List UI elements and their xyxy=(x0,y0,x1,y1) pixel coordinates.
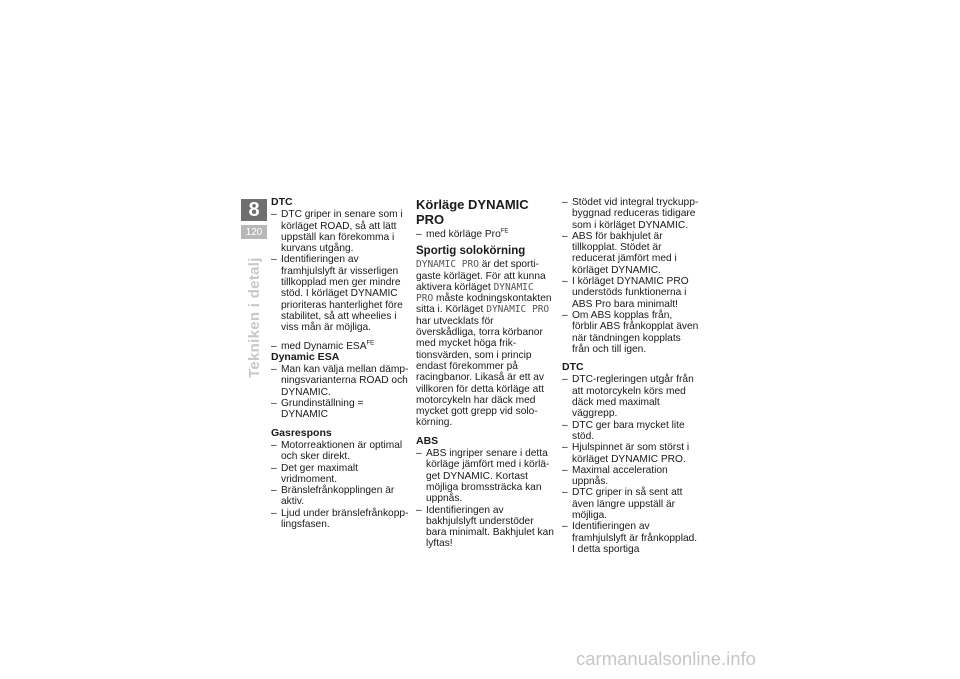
list-item: – Ljud under bränslefrånkopplingsfasen. xyxy=(271,508,409,531)
list-item: – ABS för bakhjulet är tillkopplat. Stödet är reducerat jämfört med i körläget DYNAMIC. xyxy=(562,231,700,276)
section-title: Körläge DYNAMIC PRO xyxy=(416,197,529,227)
body-paragraph: DYNAMIC PRO är det sportigaste körläget. För att kunna aktivera körläget DYNAMIC PRO måste kodningskontakten sitta i. Körläget DYNAMIC PRO har utvecklats för överskådliga, torra körbanor med mycket höga friktionsvärden, som i princip endast förekommer på racingbanor. Likaså är ett av villkoren för detta körläge att motorcykeln har däck med mycket gott grepp vid solokörning. xyxy=(416,259,552,429)
list-item xyxy=(416,229,554,240)
esa-option-sup: FE xyxy=(366,340,375,347)
column-3 xyxy=(562,197,700,555)
pro-option-list xyxy=(416,229,554,240)
chapter-side-title: Tekniken i detalj xyxy=(246,257,263,378)
gasrespons-heading: Gasrespons xyxy=(271,426,332,439)
mode-name: DYNAMIC PRO xyxy=(416,259,479,271)
list-item: – DTC-regleringen utgår från att motorcykeln körs med däck med maximalt väggrepp. xyxy=(562,374,700,419)
abs-heading: ABS xyxy=(416,434,439,447)
list-item: – Identifieringen av framhjulslyft är visserligen tillkopplad men ger mindre stöd. I körläget DYNAMIC prioriteras hanterlighet före stabilitet, så att wheelies i viss mån är möjliga. xyxy=(271,254,409,333)
dtc-list xyxy=(271,209,409,333)
page-number: 120 xyxy=(241,225,267,239)
gasrespons-list xyxy=(271,440,409,530)
dtc-heading: DTC xyxy=(271,196,293,208)
list-item: – Hjulspinnet är som störst i körläget DYNAMIC PRO. xyxy=(562,442,700,465)
list-item: – Grundinställning = DYNAMIC xyxy=(271,398,409,421)
chapter-number: 8 xyxy=(241,199,267,221)
list-item: – Identifieringen av framhjulslyft är frånkopplad. I detta sportiga xyxy=(562,521,700,555)
list-item: – Motorreaktionen är optimal och sker direkt. xyxy=(271,440,409,463)
mode-name: DYNAMIC PRO xyxy=(486,304,550,316)
list-item: – Stödet vid integral tryckuppbyggnad reduceras tidigare som i körläget DYNAMIC. xyxy=(562,197,700,231)
abs-list xyxy=(416,448,554,550)
esa-list xyxy=(271,364,409,420)
list-item: – I körläget DYNAMIC PRO understöds funktionerna i ABS Pro bara minimalt! xyxy=(562,276,700,310)
list-item: – DTC ger bara mycket lite stöd. xyxy=(562,420,700,443)
mode-name: DYNAMIC PRO xyxy=(416,281,534,305)
pro-option-text: med körläge Pro xyxy=(426,229,501,240)
esa-option-text: med Dynamic ESA xyxy=(281,340,367,352)
column-1 xyxy=(271,197,409,530)
abs-continued-list xyxy=(562,197,700,355)
list-item: – Identifieringen av bakhjulslyft understöder bara minimalt. Bakhjulet kan lyftas! xyxy=(416,505,554,550)
list-item: – Maximal acceleration uppnås. xyxy=(562,465,700,488)
watermark-link[interactable]: carmanualsonline.info xyxy=(576,648,756,669)
list-item xyxy=(271,341,409,352)
column-2 xyxy=(416,197,554,550)
list-item: – Man kan välja mellan dämpningsvarianterna ROAD och DYNAMIC. xyxy=(271,364,409,398)
list-item: – DTC griper in senare som i körläget ROAD, så att lätt uppställ kan förekomma i kurvans utgång. xyxy=(271,209,409,254)
esa-option-list xyxy=(271,341,409,352)
list-item: – Bränslefrånkopplingen är aktiv. xyxy=(271,485,409,508)
list-item: – Om ABS kopplas från, förblir ABS frånkopplat även när tändningen kopplats från och till igen. xyxy=(562,310,700,355)
dtc-heading: DTC xyxy=(562,361,584,374)
subsection-title: Sportig solokörning xyxy=(416,245,526,258)
dtc-list xyxy=(562,374,700,555)
list-item: – DTC griper in så sent att även längre uppställ är möjliga. xyxy=(562,487,700,521)
list-item: – ABS ingriper senare i detta körläge jämfört med i körläget DYNAMIC. Kortast möjliga bromssträcka kan uppnås. xyxy=(416,448,554,504)
list-item: – Det ger maximalt vridmoment. xyxy=(271,463,409,486)
dynamic-esa-heading: Dynamic ESA xyxy=(271,350,340,363)
pro-option-sup: FE xyxy=(500,228,509,235)
